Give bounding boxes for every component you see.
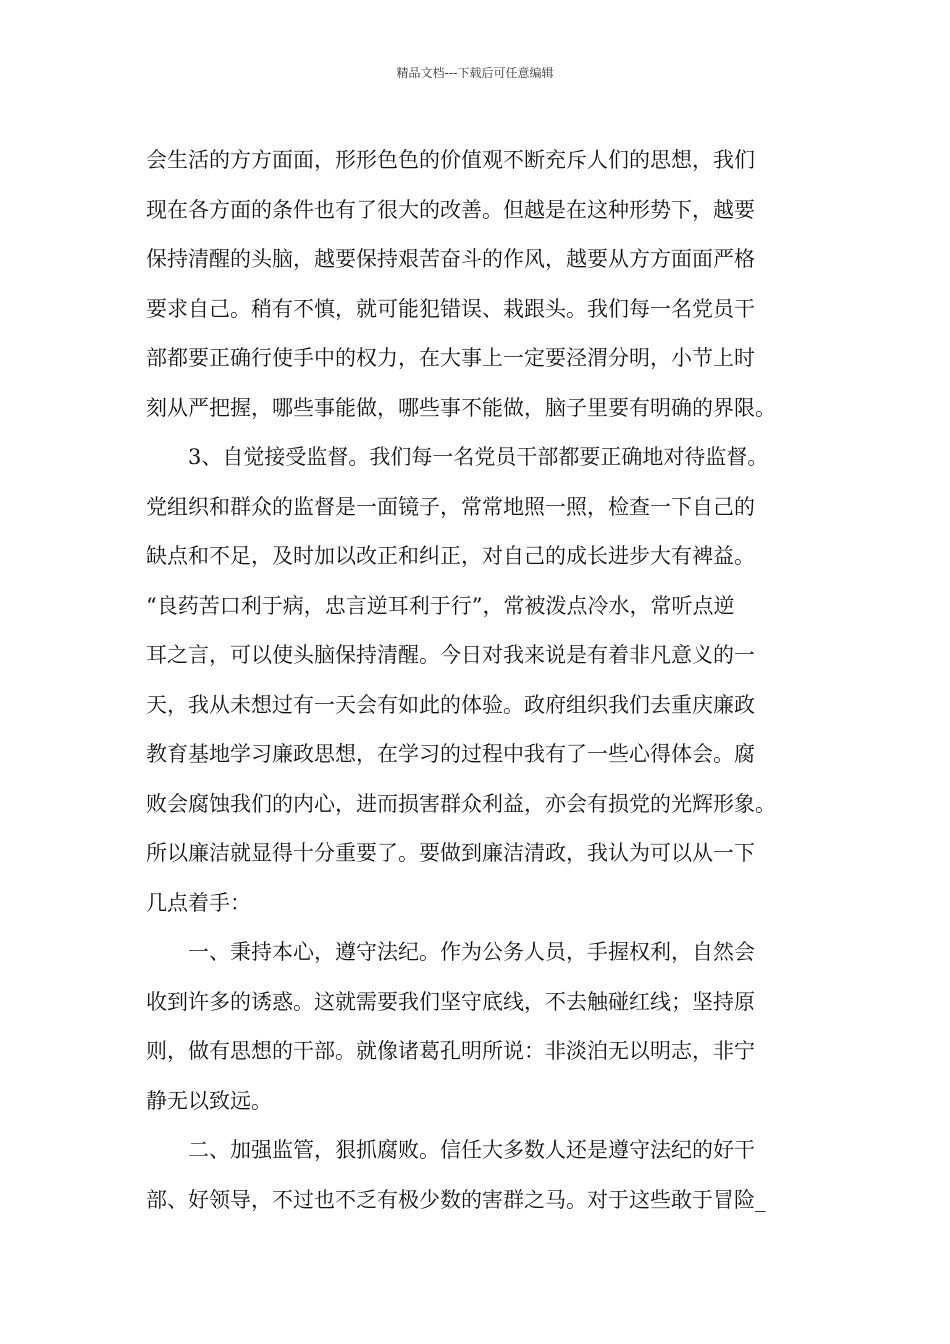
text-line: 党组织和群众的监督是一面镜子，常常地照一照，检查一下自己的 [146,494,755,519]
text-line: 耳之言，可以使头脑保持清醒。今日对我来说是有着非凡意义的一 [146,643,755,667]
text-line: “良药苦口利于病，忠言逆耳利于行”，常被泼点冷水，常听点逆 [146,593,735,618]
text-line: 所以廉洁就显得十分重要了。要做到廉洁清政，我认为可以从一下 [146,841,755,865]
text-line: 天，我从未想过有一天会有如此的体验。政府组织我们去重庆廉政 [146,692,755,717]
text-line: 几点着手： [146,890,251,915]
text-line: 3、自觉接受监督。我们每一名党员干部都要正确地对待监督。 [188,445,769,469]
text-line: 收到许多的诱惑。这就需要我们坚守底线，不去触碰红线；坚持原 [146,989,755,1014]
text-line: 会生活的方方面面，形形色色的价值观不断充斥人们的思想，我们 [146,148,755,172]
text-line: 一、秉持本心，遵守法纪。作为公务人员，手握权利，自然会 [188,940,755,964]
page-header: 精品文档---下载后可任意编辑 [396,66,554,80]
text-line: 则，做有思想的干部。就像诸葛孔明所说：非淡泊无以明志，非宁 [146,1039,755,1063]
text-line: 要求自己。稍有不慎，就可能犯错误、栽跟头。我们每一名党员干 [146,296,755,321]
text-line: 教育基地学习廉政思想，在学习的过程中我有了一些心得体会。腐 [146,742,755,766]
text-line: 二、加强监管，狠抓腐败。信任大多数人还是遵守法纪的好干 [188,1138,755,1162]
text-line: 现在各方面的条件也有了很大的改善。但越是在这种形势下，越要 [146,197,755,222]
text-line: 败会腐蚀我们的内心，进而损害群众利益，亦会有损党的光辉形象。 [146,791,776,816]
text-line: 刻从严把握，哪些事能做，哪些事不能做，脑子里要有明确的界限。 [146,395,776,420]
text-line: 部、好领导，不过也不乏有极少数的害群之马。对于这些敢于冒险_ [146,1187,766,1212]
text-line: 部都要正确行使手中的权力，在大事上一定要泾渭分明，小节上时 [146,346,755,370]
text-line: 缺点和不足，及时加以改正和纠正，对自己的成长进步大有裨益。 [146,544,755,568]
text-line: 保持清醒的头脑，越要保持艰苦奋斗的作风，越要从方方面面严格 [146,247,755,271]
document-body [146,136,816,1225]
text-line: 静无以致远。 [146,1088,272,1113]
